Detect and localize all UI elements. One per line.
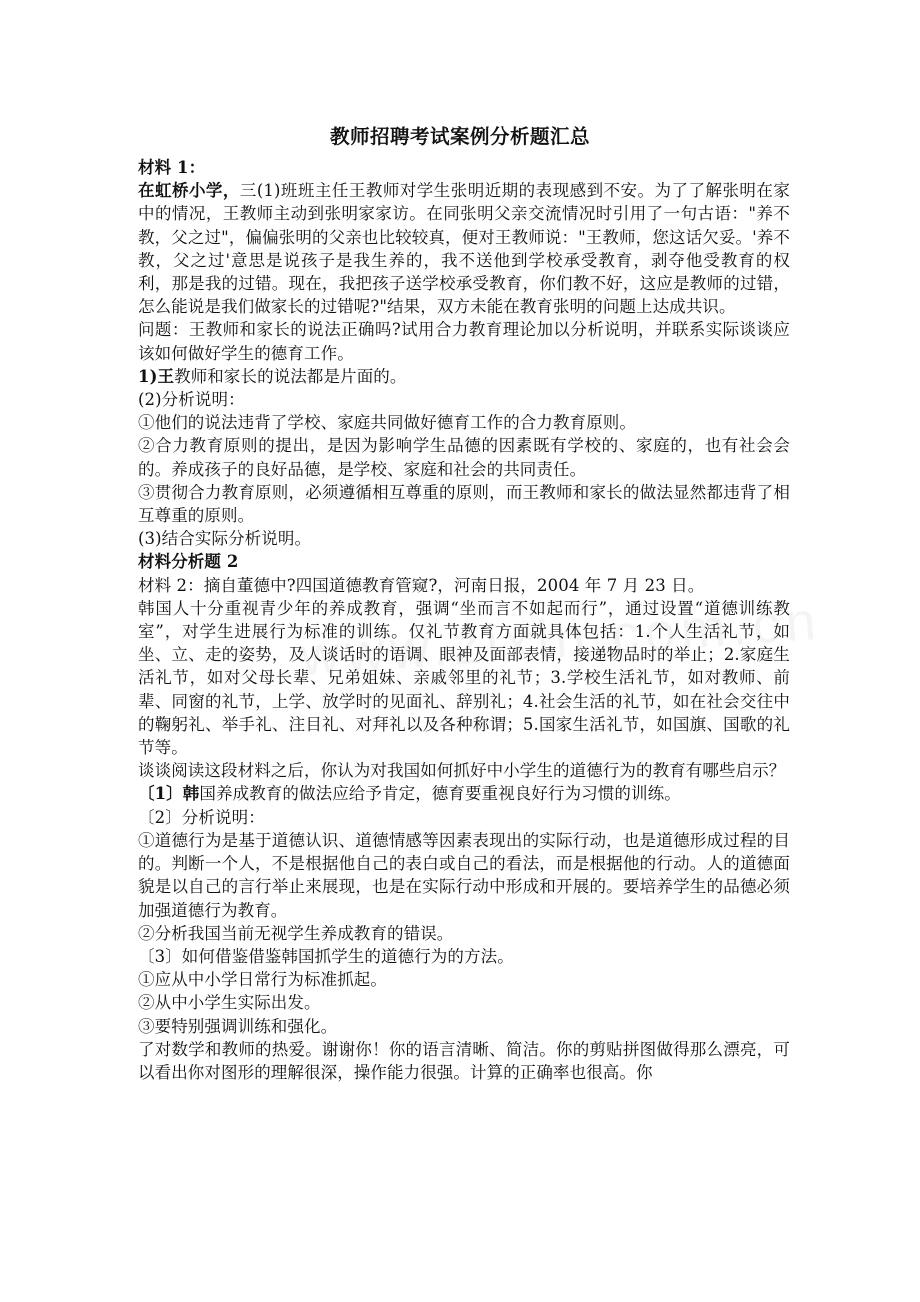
answer-1-text: 国养成教育的做法应给予肯定，德育要重视良好行为习惯的训练。 (199, 784, 681, 804)
answer-1-lead: 1)王 (138, 366, 175, 386)
material-1-answer-3: (3)结合实际分析说明。 (138, 529, 312, 549)
material-2-answer-1 (138, 782, 790, 805)
document-title: 教师招聘考试案例分析题汇总 (329, 125, 590, 148)
material-2-answer-3-point-2: ②从中小学生实际出发。 (138, 993, 321, 1013)
material-1-intro-lead: 在虹桥小学， (138, 181, 240, 201)
material-1-question: 问题：王教师和家长的说法正确吗?试用合力教育理论加以分析说明，并联系实际谈谈应该如何做好学生的德育工作。 (138, 320, 790, 363)
material-2-source: 材料 2：摘自董德中?四国道德教育管窥?，河南日报，2004 年 7 月 23 日。 (138, 575, 705, 595)
material-2-answer-3: 〔3〕如何借鉴借鉴韩国抓学生的道德行为的方法。 (138, 946, 514, 966)
material-1-answer-1 (138, 365, 790, 388)
material-2-question: 谈谈阅读这段材料之后，你认为对我国如何抓好中小学生的道德行为的教育有哪些启示？ (138, 761, 786, 781)
material-2-heading: 材料分析题 2 (138, 552, 239, 572)
material-2-answer-2-point-2: ②分析我国当前无视学生养成教育的错误。 (138, 923, 454, 943)
material-1-answer-2: (2)分析说明： (138, 390, 245, 410)
material-1-intro (138, 179, 790, 318)
material-2-answer-2-point-1: ①道德行为是基于道德认识、道德情感等因素表现出的实际行动，也是道德形成过程的目的。判断一个人，不是根据他自己的表白或自己的看法，而是根据他的行动。人的道德面貌是以自己的言行举止来展现，也是在实际行动中形成和开展的。要培养学生的品德必须加强道德行为教育。 (138, 830, 790, 920)
material-1-answer-2-point-1: ①他们的说法违背了学校、家庭共同做好德育工作的合力教育原则。 (138, 413, 636, 433)
material-2-body: 韩国人十分重视青少年的养成教育，强调“坐而言不如起而行”，通过设置“道德训练教室”，对学生进展行为标准的训练。仅礼节教育方面就具体包括：1.个人生活礼节，如坐、立、走的姿势，及人谈话时的语调、眼神及面部表情，接递物品时的举止；2.家庭生活礼节，如对父母长辈、兄弟姐妹、亲戚邻里的礼节；3.学校生活礼节，如对教师、前辈、同窗的礼节，上学、放学时的见面礼、辞别礼；4.社会生活的礼节，如在社会交往中的鞠躬礼、举手礼、注目礼、对拜礼以及各种称谓；5.国家生活礼节，如国旗、国歌的礼节等。 (138, 598, 790, 758)
answer-1-text: 教师和家长的说法都是片面的。 (174, 366, 407, 386)
material-2-answer-3-point-1: ①应从中小学日常行为标准抓起。 (138, 970, 387, 990)
material-1-answer-2-point-2: ②合力教育原则的提出，是因为影响学生品德的因素既有学校的、家庭的，也有社会会的。养成孩子的良好品德，是学校、家庭和社会的共同责任。 (138, 436, 790, 479)
answer-1-lead: 〔1〕韩 (138, 784, 200, 804)
trailing-paragraph: 了对数学和教师的热爱。谢谢你！你的语言清晰、简洁。你的剪贴拼图做得那么漂亮，可以看出你对图形的理解很深，操作能力很强。计算的正确率也很高。你 (138, 1039, 790, 1082)
document-body (138, 156, 790, 1084)
material-1-answer-2-point-3: ③贯彻合力教育原则，必须遵循相互尊重的原则，而王教师和家长的做法显然都违背了相互尊重的原则。 (138, 482, 790, 526)
material-1-heading: 材料 1： (138, 158, 206, 177)
material-1-intro-text: 三(1)班班主任王教师对学生张明近期的表现感到不安。为了了解张明在家中的情况，王教师主动到张明家家访。在同张明父亲交流情况时引用了一句古语："养不教，父之过"，偏偏张明的父亲也比较较真，便对王教师说："王教师，您这话欠妥。'养不教，父之过'意思是说孩子是我生养的，我不送他到学校承受教育，剥夺他受教育的权利，那是我的过错。现在，我把孩子送学校承受教育，你们教不好，这应是教师的过错，怎么能说是我们做家长的过错呢?"结果，双方未能在教育张明的问题上达成共识。 (138, 181, 790, 317)
material-2-answer-3-point-3: ③要特别强调训练和强化。 (138, 1016, 338, 1036)
material-2-answer-2: 〔2〕分析说明： (138, 807, 265, 827)
